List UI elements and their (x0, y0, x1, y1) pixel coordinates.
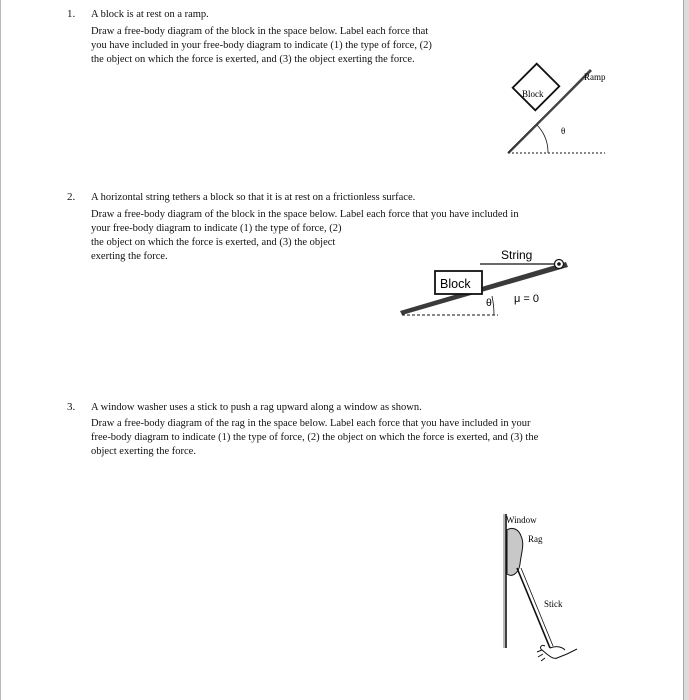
question-text-line: the object on which the force is exerted, and (3) the object exerting the force. (91, 54, 415, 65)
anchor-pin-center (557, 262, 561, 266)
angle-arc (537, 125, 548, 153)
question-text-line: your free-body diagram to indicate (1) the type of force, (2) (91, 223, 342, 234)
rag-label: Rag (528, 534, 543, 544)
question-text-line: you have included in your free-body diagram to indicate (1) the type of force, (2) (91, 40, 432, 51)
angle-arc (492, 296, 494, 315)
window-washer-figure (495, 508, 595, 678)
question-text-line: A horizontal string tethers a block so that it is at rest on a frictionless surface. (91, 192, 416, 203)
question-number: 2. (67, 191, 76, 203)
ramp-label: Ramp (584, 72, 606, 82)
page-right-edge (683, 0, 689, 700)
question-text-line: object exerting the force. (91, 446, 196, 457)
angle-label: θ (561, 126, 566, 136)
hand-icon (537, 645, 577, 661)
block-shape (513, 64, 560, 111)
question-text-line: A block is at rest on a ramp. (91, 9, 209, 20)
stick-label: Stick (544, 599, 563, 609)
question-number: 1. (67, 8, 76, 20)
question-text-line: Draw a free-body diagram of the block in the space below. Label each force that (91, 26, 429, 37)
ramp-figure (500, 45, 620, 165)
rag-shape (507, 528, 523, 575)
friction-label: μ = 0 (514, 293, 539, 305)
question-text-line: Draw a free-body diagram of the rag in the space below. Label each force that you have included in your (91, 418, 531, 429)
question-text-line: Draw a free-body diagram of the block in the space below. Label each force that you have included in (91, 209, 519, 220)
page-left-edge (0, 0, 1, 700)
incline-surface (400, 262, 568, 315)
question-text-line: A window washer uses a stick to push a rag upward along a window as shown. (91, 402, 422, 413)
string-label: String (501, 248, 533, 262)
block-label: Block (440, 277, 471, 291)
block-label: Block (522, 89, 544, 99)
question-number: 3. (67, 401, 76, 413)
window-label: Window (506, 515, 537, 525)
question-text-line: free-body diagram to indicate (1) the type of force, (2) the object on which the force is exerted, and (3) the (91, 432, 539, 443)
string-figure (398, 240, 578, 320)
question-text-line: exerting the force. (91, 251, 168, 262)
question-text-line: the object on which the force is exerted, and (3) the object (91, 237, 336, 248)
angle-label: θ (486, 297, 492, 309)
